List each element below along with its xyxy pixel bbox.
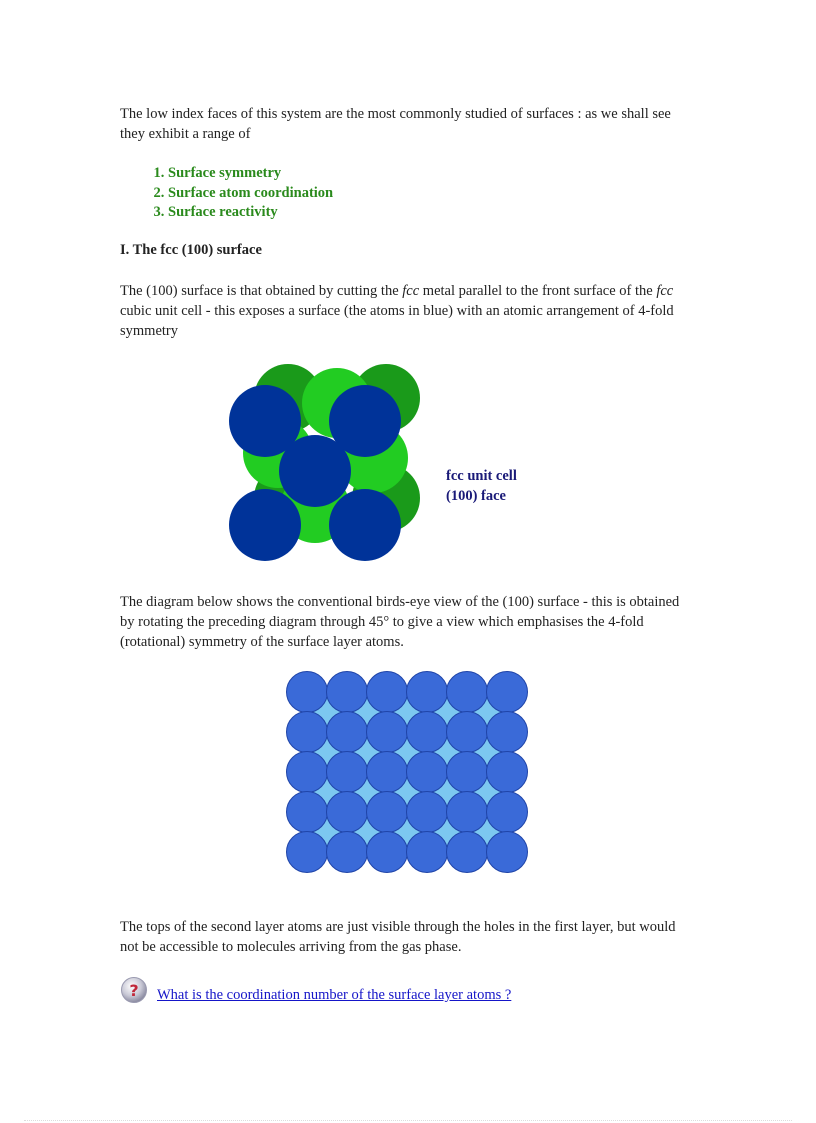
surface-atom bbox=[287, 712, 328, 753]
fcc-unit-cell-figure bbox=[225, 358, 425, 575]
surface-atom bbox=[287, 832, 328, 873]
surface-atom bbox=[327, 712, 368, 753]
surface-atom bbox=[447, 712, 488, 753]
surface-atom bbox=[287, 752, 328, 793]
help-row bbox=[120, 976, 512, 1009]
surface-atom bbox=[367, 832, 408, 873]
surface-atom bbox=[367, 712, 408, 753]
surface-atom bbox=[407, 752, 448, 793]
surface-atom bbox=[487, 792, 528, 833]
surface-atom bbox=[447, 832, 488, 873]
svg-text:?: ? bbox=[129, 981, 139, 1000]
surface-grid-figure bbox=[283, 670, 533, 897]
surface-atom bbox=[487, 712, 528, 753]
feature-list bbox=[120, 164, 333, 223]
section-heading: I. The fcc (100) surface bbox=[120, 242, 262, 258]
surface-atom bbox=[487, 752, 528, 793]
figure1-caption: fcc unit cell (100) face bbox=[446, 468, 517, 504]
list-item: 2. Surface atom coordination bbox=[168, 184, 333, 204]
surface-atom bbox=[327, 672, 368, 713]
surface-atom bbox=[487, 672, 528, 713]
surface-atom bbox=[367, 752, 408, 793]
surface-atom bbox=[447, 792, 488, 833]
second-layer-paragraph: The tops of the second layer atoms are just visible through the holes in the first layer, but would not be accessible to molecules arriving from the gas phase. bbox=[120, 919, 676, 955]
list-item: 1. Surface symmetry bbox=[168, 164, 333, 184]
surface-atom bbox=[407, 792, 448, 833]
coordination-question-link[interactable]: What is the coordination number of the surface layer atoms ? bbox=[157, 987, 512, 1003]
surface-atom bbox=[367, 792, 408, 833]
footer-divider bbox=[24, 1120, 792, 1121]
surface-atom bbox=[287, 672, 328, 713]
surface-atom bbox=[327, 832, 368, 873]
list-item: 3. Surface reactivity bbox=[168, 203, 333, 223]
surface-atom bbox=[407, 832, 448, 873]
surface-atom bbox=[447, 752, 488, 793]
surface-atom bbox=[287, 792, 328, 833]
surface-atom bbox=[367, 672, 408, 713]
question-mark-icon[interactable] bbox=[120, 976, 148, 1004]
surface-atom bbox=[327, 792, 368, 833]
surface-atom bbox=[407, 672, 448, 713]
surface-atom bbox=[407, 712, 448, 753]
fcc-100-paragraph: The (100) surface is that obtained by cutting the fcc metal parallel to the front surface of the fcc cubic unit cell - this exposes a surface (the atoms in blue) with an atomic arrangement of 4-fold symmetry bbox=[120, 283, 674, 339]
surface-atom bbox=[487, 832, 528, 873]
birds-eye-paragraph: The diagram below shows the conventional birds-eye view of the (100) surface - this is obtained by rotating the preceding diagram through 45° to give a view which emphasises the 4-fold (rotational) symmetry of the surface layer atoms. bbox=[120, 594, 680, 650]
intro-paragraph: The low index faces of this system are the most commonly studied of surfaces : as we shall see they exhibit a range of bbox=[120, 106, 671, 142]
surface-atom bbox=[327, 752, 368, 793]
surface-atom bbox=[447, 672, 488, 713]
